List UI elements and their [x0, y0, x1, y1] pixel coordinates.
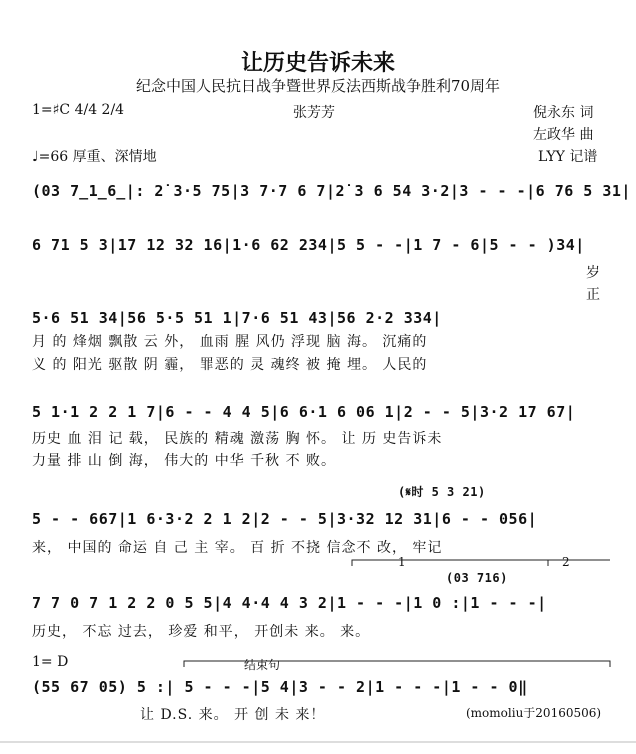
lyricist: 倪永东 词 [533, 105, 594, 121]
score-subtitle: 纪念中国人民抗日战争暨世界反法西斯战争胜利70周年 [135, 77, 501, 95]
key-meter: 1=♯C 4/4 2/4 [32, 102, 125, 118]
ending-label: 结束句 [244, 658, 281, 672]
singer: 张芳芳 [293, 105, 335, 121]
lyric-line: 让 D.S. 来。 开 创 未 来！ [140, 707, 326, 723]
volta-2-label: 2 [562, 555, 570, 569]
lyric-side: 岁 [586, 265, 601, 281]
transcriber: LYY 记谱 [538, 149, 598, 165]
lyric-line: 历史 血 泪 记 载， 民族的 精魂 激荡 胸 怀。 让 历 史告诉未 [32, 431, 443, 447]
notation-line: 5·6 51 34|56 5·5 51 1|7·6 51 43|56 2·2 334| [32, 309, 442, 327]
volta-1-label: 1 [398, 555, 406, 569]
ending-bracket [184, 661, 610, 667]
lyric-line: 力量 排 山 倒 海， 伟大的 中华 千秋 不 败。 [32, 453, 337, 469]
tempo-marking: ♩=66 厚重、深情地 [32, 149, 157, 165]
volta-1-bracket [352, 560, 548, 566]
key-change: 1= D [32, 654, 69, 670]
composer: 左政华 曲 [533, 127, 594, 143]
notation-line: 6 71 5 3|17 12 32 16|1·6 62 234|5 5 - -|1 7 - 6|5 - - )34| [32, 236, 585, 254]
segno-note: (𝄋时 5 3 21) [398, 485, 486, 499]
credit: (momoliu于20160506) [466, 706, 602, 720]
lyric-line: 月 的 烽烟 飘散 云 外， 血雨 腥 风仍 浮现 脑 海。 沉痛的 [32, 334, 428, 350]
lyric-line: 来， 中国的 命运 自 己 主 宰。 百 折 不挠 信念不 改， 牢记 [32, 540, 443, 556]
notation-line: (55 67 05) 5 :| 5 - - -|5 4|3 - - 2|1 - - -|1 - - 0‖ [32, 678, 528, 696]
score-title: 让历史告诉未来 [240, 51, 395, 76]
notation-line: 5 - - 667|1 6·3·2 2 1 2|2 - - 5|3·32 12 31|6 - - 056| [32, 510, 538, 528]
notation-line: 7 7 0 7 1 2 2 0 5 5|4 4·4 4 3 2|1 - - -|1 0 :|1 - - -| [32, 594, 547, 612]
lyric-side: 正 [586, 287, 601, 303]
bracket-note: (03 716) [446, 571, 508, 585]
lyric-line: 义 的 阳光 驱散 阴 霾， 罪恶的 灵 魂终 被 掩 埋。 人民的 [32, 357, 428, 373]
lyric-line: 历史， 不忘 过去， 珍爱 和平， 开创未 来。 来。 [32, 624, 371, 640]
notation-line: 5 1·1 2 2 1 7|6 - - 4 4 5|6 6·1 6 06 1|2 - - 5|3·2 17 67| [32, 403, 576, 421]
notation-line: (03 7̲1̲6̲|: 2̇ 3·5 75|3 7·7 6 7|2̇ 3 6 54 3·2|3 - - -|6 76 5 31| [32, 182, 631, 200]
